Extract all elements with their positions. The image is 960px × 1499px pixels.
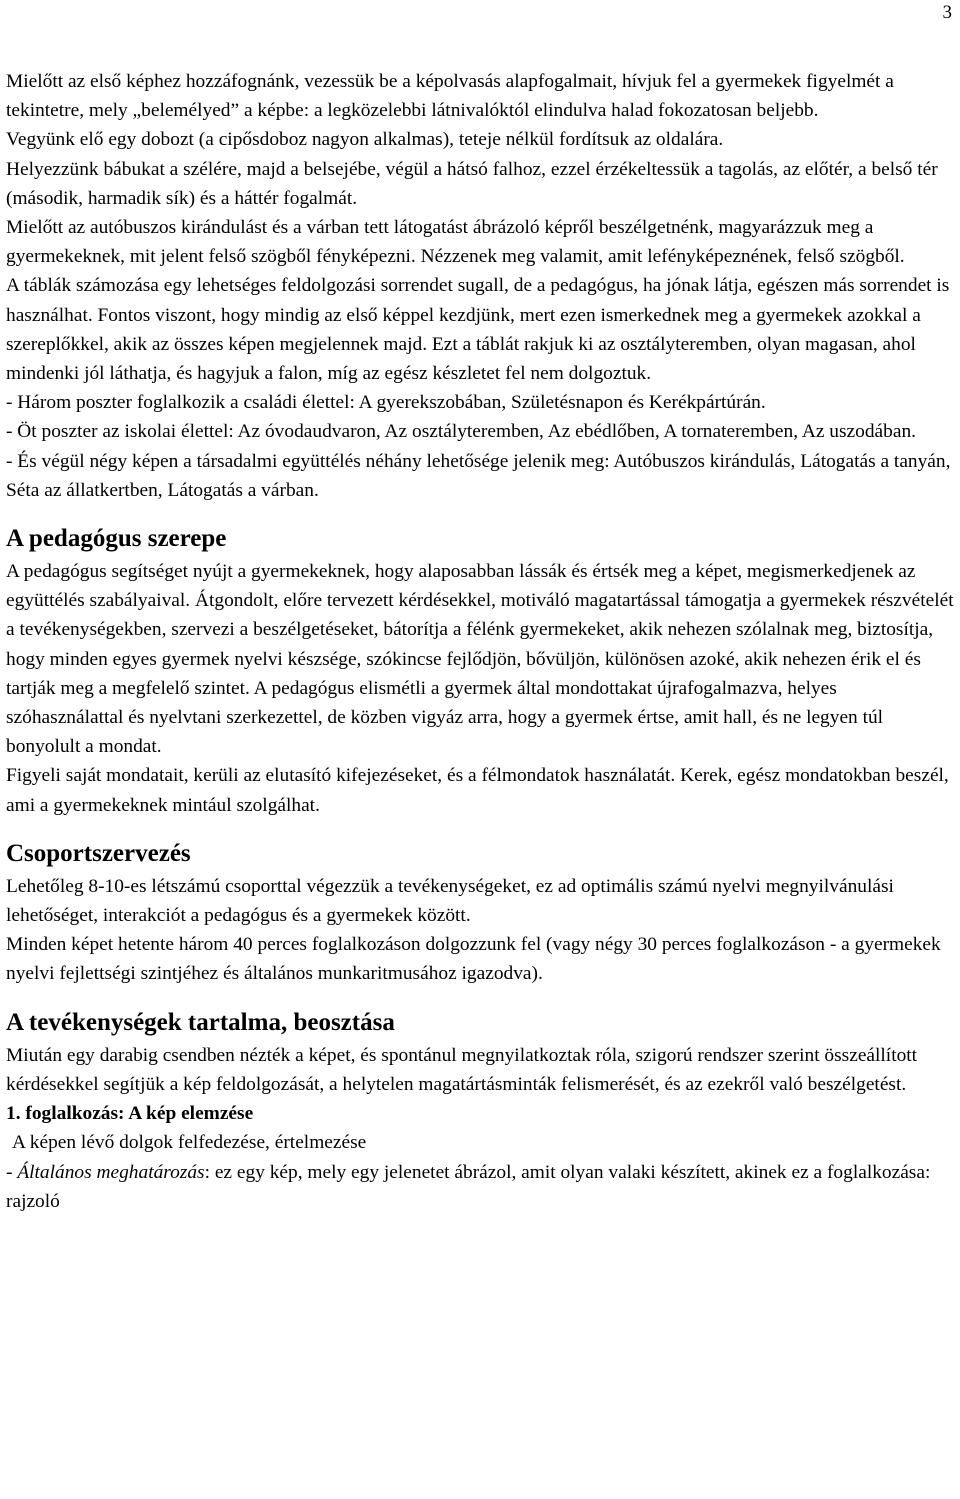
pedagogus-paragraph-2: Figyeli saját mondatait, kerüli az elutasító kifejezéseket, és a félmondatok használatát. Kerek, egész mondatokban beszél, ami a gyermekeknek mintául szolgálhat. (6, 765, 949, 816)
intro-list-item-family: - Három poszter foglalkozik a családi élettel: A gyerekszobában, Születésnapon és Kerékpártúrán. (6, 392, 766, 414)
section-heading-pedagogus: A pedagógus szerepe (6, 525, 227, 553)
sub-line-felfedezes: A képen lévő dolgok felfedezése, értelmezése (12, 1132, 367, 1154)
section-heading-csoport: Csoportszervezés (6, 839, 191, 867)
intro-paragraph-3: Helyezzünk bábukat a szélére, majd a belsejébe, végül a hátsó falhoz, ezzel érzékeltessük a tagolás, az előtér, a belső tér (második, harmadik sík) és a háttér fogalmát. (6, 158, 938, 209)
csoport-paragraph-1: Lehetőleg 8-10-es létszámú csoporttal végezzük a tevékenységeket, ez ad optimális számú nyelvi megnyilvánulási lehetőséget, interakciót a pedagógus és a gyermekek között. (6, 875, 894, 927)
definition-paragraph (6, 1158, 954, 1216)
intro-paragraph-4: Mielőtt az autóbuszos kirándulást és a várban tett látogatást ábrázoló képről beszélgetnénk, magyarázzuk meg a gyermekeknek, mit jelent felső szögből fényképezni. Nézzenek meg valamit, amit lefényképeznének, felső szögből. (6, 217, 905, 268)
intro-paragraph-1: Mielőtt az első képhez hozzáfognánk, vezessük be a képolvasás alapfogalmait, hívjuk fel a gyermekek figyelmét a tekintetre, mely „belemélyed” a képbe: a legközelebbi látnivalóktól elindulva halad fokozatosan beljebb. (6, 71, 894, 122)
intro-list-item-society: - És végül négy képen a társadalmi együttélés néhány lehetősége jelenik meg: Autóbuszos kirándulás, Látogatás a tanyán, Séta az állatkertben, Látogatás a várban. (6, 450, 951, 501)
intro-paragraph-2: Vegyünk elő egy dobozt (a cipősdoboz nagyon alkalmas), teteje nélkül fordítsuk az oldalára. (6, 129, 724, 151)
definition-text: : ez egy kép, mely egy jelenetet ábrázol, amit olyan valaki készített, akinek ez a foglalkozása: rajzoló (6, 1161, 931, 1212)
pedagogus-paragraph-1: A pedagógus segítséget nyújt a gyermekeknek, hogy alaposabban lássák és értsék meg a képet, megismerkedjenek az együttélés szabályaival. Átgondolt, előre tervezett kérdésekkel, motiváló magatartással támogatja a gyermekek részvételét a tevékenységekben, szervezi a beszélgetéseket, bátorítja a félénk gyermekeket, akik nehezen szólalnak meg, biztosítja, hogy minden egyes gyermek nyelvi készsége, szókincse fejlődjön, bővüljön, különösen azoké, akik nehezen érik el és tartják meg a megfelelő szintet. A pedagógus elismétli a gyermek által mondottakat újrafogalmazva, helyes szóhasználattal és nyelvtani szerkezettel, de közben vigyáz arra, hogy a gyermek értse, amit hall, és ne legyen túl bonyolult a mondat. (6, 561, 954, 758)
sub-heading-foglalkozas-1: 1. foglalkozás: A kép elemzése (6, 1103, 254, 1125)
document-body (6, 67, 954, 1216)
page-number: 3 (942, 2, 952, 23)
csoport-paragraph-2: Minden képet hetente három 40 perces foglalkozáson dolgozzunk fel (vagy négy 30 perces foglalkozáson - a gyermekek nyelvi fejlettségi szintjéhez és általános munkaritmusához igazodva). (6, 934, 941, 985)
intro-list-item-school: - Öt poszter az iskolai élettel: Az óvodaudvaron, Az osztályteremben, Az ebédlőben, A tornateremben, Az uszodában. (6, 421, 916, 443)
section-heading-tevekenyseg: A tevékenységek tartalma, beosztása (6, 1008, 395, 1036)
tevekenyseg-paragraph-1: Miután egy darabig csendben nézték a képet, és spontánul megnyilatkoztak róla, szigorú rendszer szerint összeállított kérdésekkel segítjük a kép feldolgozását, a helytelen magatártásminták felismerését, és az ezekről való beszélgetést. (6, 1044, 918, 1095)
intro-paragraph-5: A táblák számozása egy lehetséges feldolgozási sorrendet sugall, de a pedagógus, ha jónak látja, egészen más sorrendet is használhat. Fontos viszont, hogy mindig az első képpel kezdjünk, mert ezen ismerkednek meg a gyermekek azokkal a szereplőkkel, akik az összes képen megjelennek majd. Ezt a táblát rakjuk ki az osztályteremben, olyan magasan, ahol mindenki jól láthatja, és hagyjuk a falon, míg az egész készletet fel nem dolgoztuk. (6, 275, 950, 385)
definition-prefix: - (6, 1161, 18, 1183)
definition-term: Általános meghatározás (17, 1161, 205, 1183)
